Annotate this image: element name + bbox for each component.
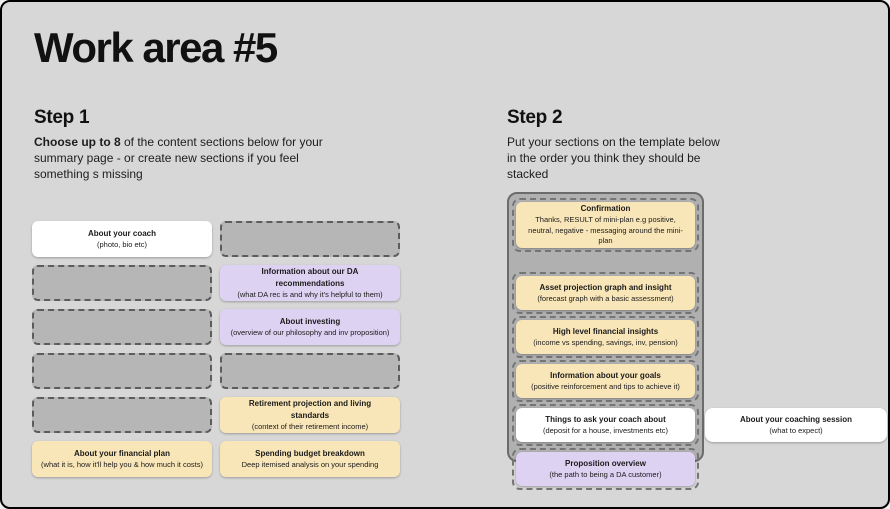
card-da-recommendations[interactable]: [220, 265, 400, 301]
empty-slot: [32, 265, 212, 301]
card-information-goals[interactable]: [516, 364, 695, 398]
card-subtitle: (what DA rec is and why it's helpful to them): [237, 289, 383, 299]
card-title: Retirement projection and living standards: [248, 398, 372, 420]
card-subtitle: Deep itemised analysis on your spending: [241, 459, 379, 469]
step1-card-grid: [32, 221, 400, 477]
step1-description-lead: Choose up to 8: [34, 135, 121, 149]
card-subtitle: (the path to being a DA customer): [549, 469, 662, 479]
card-about-investing[interactable]: [220, 309, 400, 345]
card-retirement-projection[interactable]: [220, 397, 400, 433]
card-title: Information about your goals: [550, 370, 661, 380]
empty-slot: [32, 353, 212, 389]
card-subtitle: (photo, bio etc): [96, 239, 148, 249]
card-ask-your-coach[interactable]: [516, 408, 695, 442]
step2-description: Put your sections on the template below in the order you think they should be stacked: [507, 135, 720, 181]
empty-slot: [220, 221, 400, 257]
step2-area: [507, 192, 890, 502]
card-about-your-coach[interactable]: [32, 221, 212, 257]
template-slot: [512, 448, 699, 490]
empty-slot: [32, 309, 212, 345]
step1-heading: Step 1: [34, 107, 90, 128]
card-title: Asset projection graph and insight: [539, 282, 672, 292]
card-title: About your coaching session: [739, 414, 852, 424]
card-title: Spending budget breakdown: [255, 448, 365, 458]
template-slot: [512, 404, 699, 446]
card-title: High level financial insights: [552, 326, 659, 336]
card-spending-budget[interactable]: [220, 441, 400, 477]
card-title: About your financial plan: [73, 448, 170, 458]
template-slot: [512, 272, 699, 314]
empty-slot: [32, 397, 212, 433]
card-subtitle: Thanks, RESULT of mini-plan e.g positive, neutral, negative - messaging around the mini-plan: [528, 214, 683, 246]
card-title: About your coach: [87, 228, 156, 238]
card-subtitle: (income vs spending, savings, inv, pension): [533, 337, 678, 347]
step1-description: [34, 134, 346, 182]
page-title: Work area #5: [34, 24, 277, 71]
template-slot: [512, 360, 699, 402]
card-asset-projection[interactable]: [516, 276, 695, 310]
card-subtitle: (positive reinforcement and tips to achieve it): [531, 381, 680, 391]
card-subtitle: (what to expect): [769, 425, 823, 435]
card-title: Confirmation: [580, 203, 631, 213]
card-subtitle: (what it is, how it'll help you & how much it costs): [41, 459, 203, 469]
step2-heading: Step 2: [507, 107, 563, 128]
card-subtitle: (deposit for a house, investments etc): [542, 425, 669, 435]
step1-description-rest: of the content sections below for your summary page - or create new sections if you feel something s missing: [34, 135, 323, 181]
card-title: Things to ask your coach about: [545, 414, 666, 424]
empty-slot: [220, 353, 400, 389]
template-slot: [512, 198, 699, 252]
card-financial-insights[interactable]: [516, 320, 695, 354]
card-title: Information about our DA recommendations: [261, 266, 359, 288]
card-coaching-session[interactable]: [705, 408, 887, 442]
template-slot: [512, 316, 699, 358]
card-title: Proposition overview: [565, 458, 646, 468]
card-title: About investing: [279, 316, 341, 326]
card-subtitle: (context of their retirement income): [251, 421, 369, 431]
card-proposition-overview[interactable]: [516, 452, 695, 486]
card-confirmation[interactable]: [516, 202, 695, 248]
card-subtitle: (forecast graph with a basic assessment): [537, 293, 674, 303]
card-financial-plan[interactable]: [32, 441, 212, 477]
card-subtitle: (overview of our philosophy and inv proposition): [230, 327, 390, 337]
